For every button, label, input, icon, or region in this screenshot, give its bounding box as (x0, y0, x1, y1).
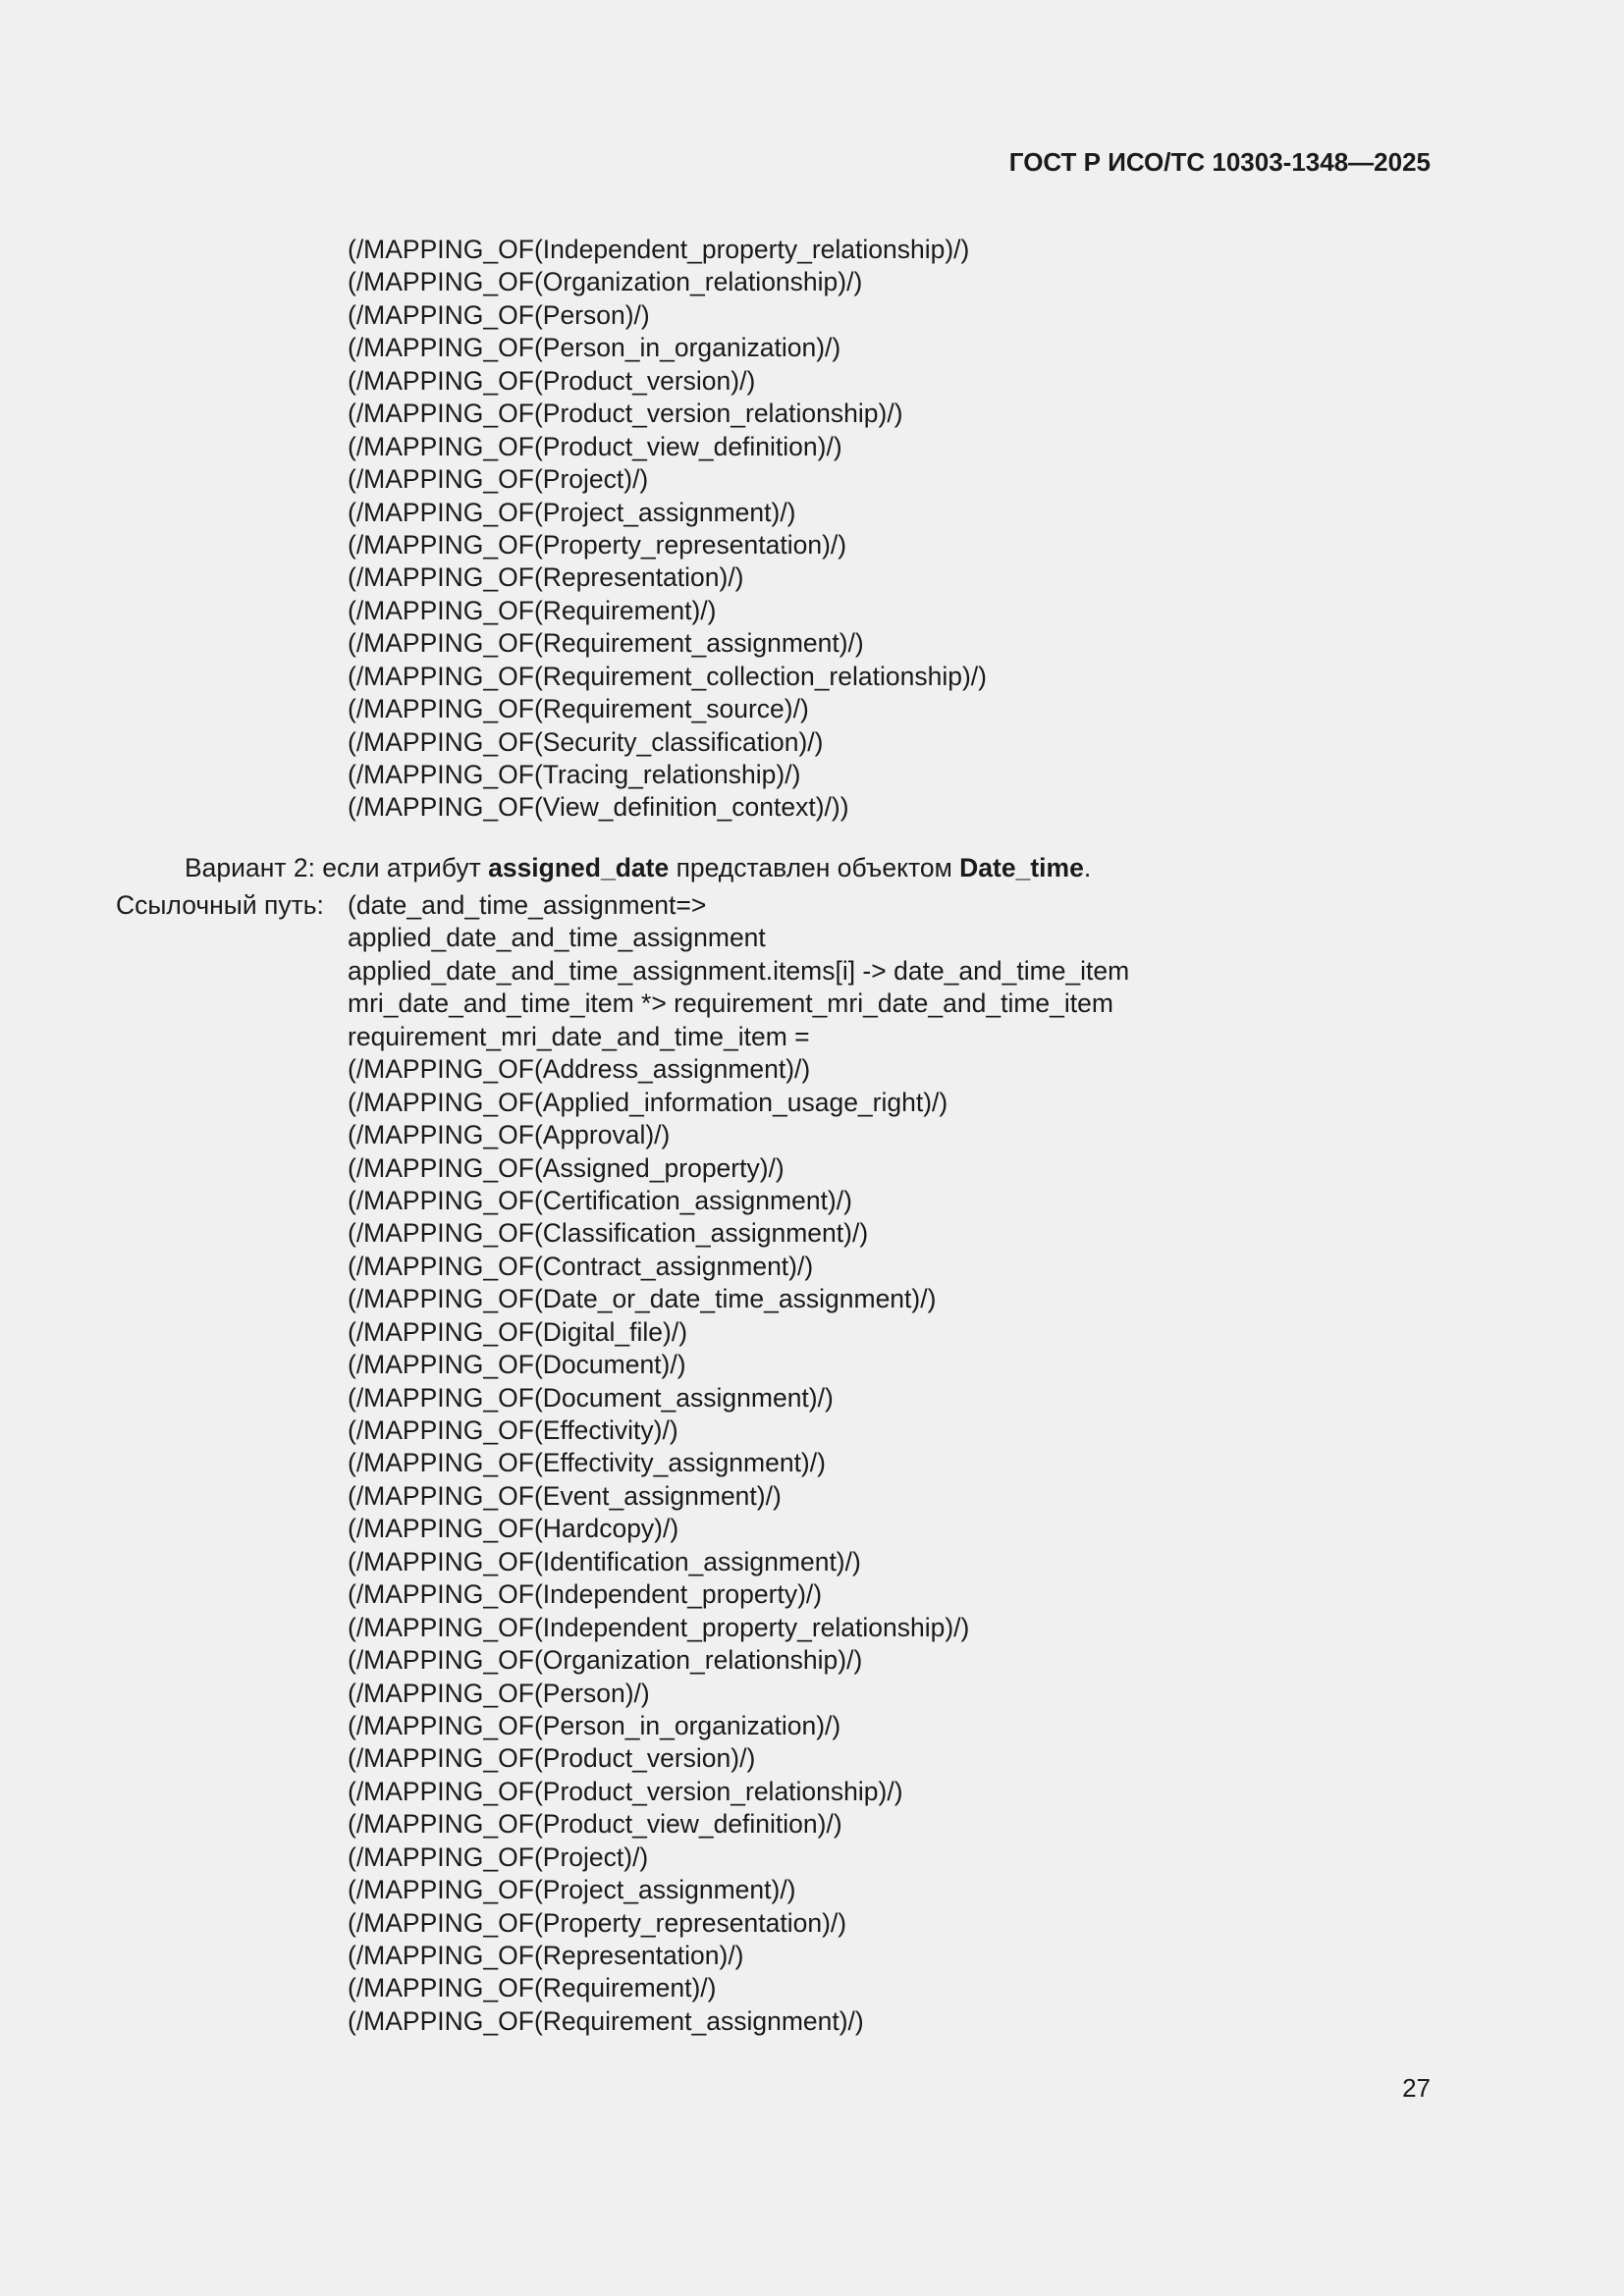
mapping-line: (/MAPPING_OF(Tracing_relationship)/) (348, 760, 801, 789)
mapping-line: (/MAPPING_OF(Requirement_assignment)/) (348, 628, 864, 659)
reference-path-line: (/MAPPING_OF(Document)/) (348, 1350, 686, 1380)
reference-path-label: Ссылочный путь: (116, 890, 324, 920)
reference-path-line: (/MAPPING_OF(Project_assignment)/) (348, 1875, 796, 1905)
reference-path-line: mri_date_and_time_item *> requirement_mri_date_and_time_item (348, 988, 1113, 1019)
reference-path-line: applied_date_and_time_assignment.items[i] -> date_and_time_item (348, 955, 1130, 986)
reference-path-line: (/MAPPING_OF(Certification_assignment)/) (348, 1185, 852, 1215)
reference-path-line: (date_and_time_assignment=> (348, 890, 707, 920)
mapping-line: (/MAPPING_OF(Project)/) (348, 464, 649, 495)
attribute-name: assigned_date (488, 853, 670, 882)
reference-path-line: (/MAPPING_OF(Hardcopy)/) (348, 1514, 679, 1544)
mapping-line: (/MAPPING_OF(Product_version_relationship)/) (348, 399, 903, 429)
reference-path-lines (348, 889, 1129, 2038)
reference-path-line: (/MAPPING_OF(Digital_file)/) (348, 1316, 688, 1347)
mapping-line: (/MAPPING_OF(Organization_relationship)/) (348, 267, 863, 297)
mapping-line: (/MAPPING_OF(Requirement_source)/) (348, 694, 809, 724)
reference-path-line: (/MAPPING_OF(Effectivity)/) (348, 1415, 678, 1445)
reference-path-line: requirement_mri_date_and_time_item = (348, 1021, 810, 1051)
reference-path-line: (/MAPPING_OF(Person)/) (348, 1678, 650, 1708)
reference-path-line: (/MAPPING_OF(Effectivity_assignment)/) (348, 1448, 826, 1478)
mapping-line: (/MAPPING_OF(Representation)/) (348, 562, 744, 593)
variant-heading (185, 852, 1091, 884)
reference-path-line: (/MAPPING_OF(Event_assignment)/) (348, 1480, 782, 1511)
mapping-line: (/MAPPING_OF(Product_view_definition)/) (348, 431, 842, 461)
reference-path-line: (/MAPPING_OF(Organization_relationship)/) (348, 1645, 863, 1676)
reference-path-line: (/MAPPING_OF(Requirement)/) (348, 1973, 717, 2003)
mapping-line: (/MAPPING_OF(Requirement_collection_relationship)/) (348, 661, 987, 691)
mapping-line: (/MAPPING_OF(Person)/) (348, 299, 650, 330)
reference-path-line: (/MAPPING_OF(Assigned_property)/) (348, 1152, 785, 1183)
mapping-line: (/MAPPING_OF(Security_classification)/) (348, 726, 824, 757)
mapping-line: (/MAPPING_OF(Project_assignment)/) (348, 497, 796, 527)
document-header: ГОСТ Р ИСО/ТС 10303-1348—2025 (1008, 147, 1431, 177)
mapping-line: (/MAPPING_OF(View_definition_context)/)) (348, 792, 849, 823)
variant-suffix: . (1083, 853, 1092, 882)
reference-path-line: (/MAPPING_OF(Independent_property_relationship)/) (348, 1612, 970, 1642)
variant-prefix: Вариант 2: если атрибут (185, 853, 489, 882)
reference-path-line: (/MAPPING_OF(Independent_property)/) (348, 1579, 823, 1610)
mapping-line: (/MAPPING_OF(Requirement)/) (348, 595, 717, 625)
reference-path-line: (/MAPPING_OF(Identification_assignment)/) (348, 1546, 861, 1576)
reference-path-line: applied_date_and_time_assignment (348, 923, 766, 953)
entity-name: Date_time (959, 853, 1084, 882)
reference-path-line: (/MAPPING_OF(Requirement_assignment)/) (348, 2005, 864, 2036)
reference-path-line: (/MAPPING_OF(Contract_assignment)/) (348, 1251, 814, 1281)
reference-path-line: (/MAPPING_OF(Address_assignment)/) (348, 1054, 811, 1085)
reference-path-line: (/MAPPING_OF(Property_representation)/) (348, 1907, 847, 1938)
reference-path-line: (/MAPPING_OF(Representation)/) (348, 1941, 744, 1970)
reference-path-line: (/MAPPING_OF(Product_version)/) (348, 1743, 756, 1774)
reference-path-line: (/MAPPING_OF(Product_version_relationship)/) (348, 1776, 903, 1806)
reference-path-line: (/MAPPING_OF(Classification_assignment)/) (348, 1218, 869, 1249)
mapping-line: (/MAPPING_OF(Independent_property_relationship)/) (348, 235, 970, 264)
reference-path-line: (/MAPPING_OF(Applied_information_usage_right)/) (348, 1087, 948, 1117)
reference-path-line: (/MAPPING_OF(Document_assignment)/) (348, 1382, 834, 1413)
reference-path-line: (/MAPPING_OF(Date_or_date_time_assignment)/) (348, 1284, 937, 1314)
reference-path-line: (/MAPPING_OF(Project)/) (348, 1842, 649, 1872)
mapping-line: (/MAPPING_OF(Product_version)/) (348, 365, 756, 396)
mapping-list-continued (348, 234, 987, 825)
reference-path-line: (/MAPPING_OF(Approval)/) (348, 1120, 671, 1150)
page-number: 27 (1402, 2073, 1431, 2103)
reference-path-line: (/MAPPING_OF(Product_view_definition)/) (348, 1809, 842, 1840)
mapping-line: (/MAPPING_OF(Property_representation)/) (348, 529, 847, 560)
variant-middle: представлен объектом (669, 853, 960, 882)
mapping-line: (/MAPPING_OF(Person_in_organization)/) (348, 333, 841, 363)
reference-path-line: (/MAPPING_OF(Person_in_organization)/) (348, 1710, 841, 1740)
